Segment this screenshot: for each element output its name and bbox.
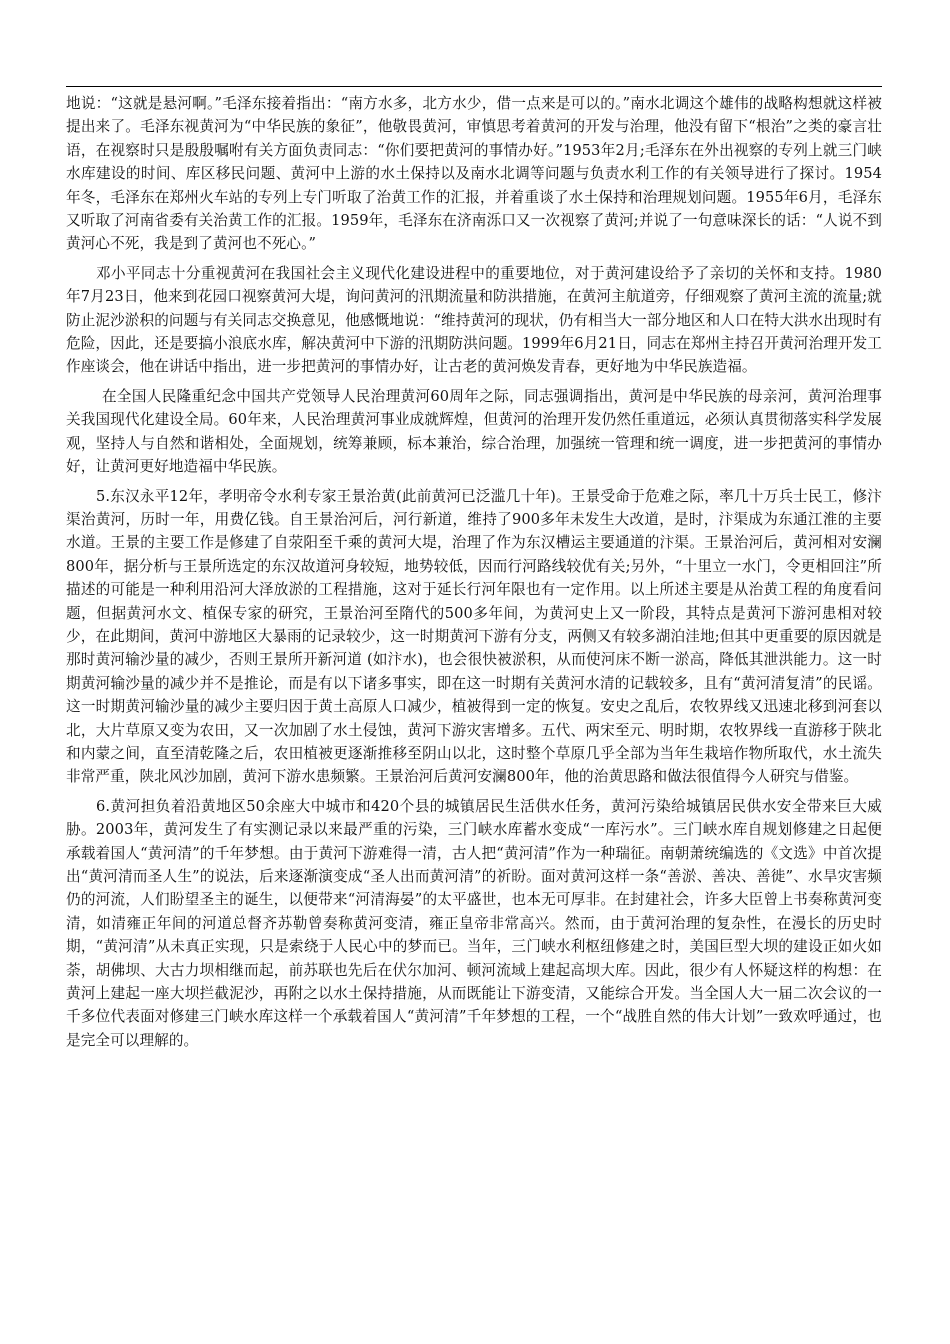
paragraph-mao-continued: 地说：“这就是悬河啊。”毛泽东接着指出：“南方水多，北方水少，借一点来是可以的。”南水北调这个雄伟的战略构想就这样被提出来了。毛泽东视黄河为“中华民族的象征”，他敬畏黄河，审慎思考着黄河的开发与治理，他没有留下“根治”之类的豪言壮语，在视察时只是殷殷嘱咐有关方面负责同志：“你们要把黄河的事情办好。”1953年2月;毛泽东在外出视察的专列上就三门峡水库建设的时间、库区移民问题、黄河中上游的水土保持以及南水北调等问题与负责水利工作的有关领导进行了探讨。1954年冬，毛泽东在郑州火车站的专列上专门听取了治黄工作的汇报，并着重谈了水土保持和治理规划问题。1955年6月，毛泽东又听取了河南省委有关治黄工作的汇报。1959年，毛泽东在济南泺口又一次视察了黄河;并说了一句意味深长的话：“人说不到黄河心不死，我是到了黄河也不死心。” — [66, 95, 882, 253]
header-rule — [66, 86, 882, 87]
document-body — [66, 92, 882, 1058]
paragraph-wang-jing: 5.东汉永平12年，孝明帝令水利专家王景治黄(此前黄河已泛滥几十年)。王景受命于危难之际，率几十万兵士民工，修汴渠治黄河，历时一年，用费亿钱。自王景治河后，河行新道，维持了900多年未发生大改道，是时，汴渠成为东通江淮的主要水道。王景的主要工作是修建了自荥阳至千乘的黄河大堤，治理了作为东汉槽运主要通道的汴渠。王景治河后，黄河相对安澜800年，据分析与王景所选定的东汉故道河身较短，地势较低，因而行河路线较优有关;另外，“十里立一水门，令更相回注”所描述的可能是一种利用沿河大泽放淤的工程措施，这对于延长行河年限也有一定作用。以上所述主要是从治黄工程的角度看问题，但据黄河水文、植保专家的研究，王景治河至隋代的500多年间，为黄河史上又一阶段，其特点是黄河下游河患相对较少，在此期间，黄河中游地区大暴雨的记录较少，这一时期黄河下游有分支，两侧又有较多湖泊洼地;但其中更重要的原因就是那时黄河输沙量的减少，否则王景所开新河道 (如汴水)，也会很快被淤积，从而使河床不断一淤高，降低其泄洪能力。这一时期黄河输沙量的减少并不是推论，而是有以下诸多事实，即在这一时期有关黄河水清的记载较多，且有“黄河清复清”的民谣。这一时期黄河输沙量的减少主要归因于黄土高原人口减少，植被得到一定的恢复。安史之乱后，农牧界线又迅速北移到河套以北，大片草原又变为农田，又一次加剧了水土侵蚀，黄河下游灾害增多。五代、两宋至元、明时期，农牧界线一直游移于陕北和内蒙之间，直至清乾隆之后，农田植被更逐渐推移至阴山以北，这时整个草原几乎全部为当年生栽培作物所取代，水土流失非常严重，陕北风沙加剧，黄河下游水患频繁。王景治河后黄河安澜800年，他的治黄思路和做法很值得今人研究与借鉴。 — [66, 487, 882, 786]
paragraph-deng-xiaoping: 邓小平同志十分重视黄河在我国社会主义现代化建设进程中的重要地位，对于黄河建设给予了亲切的关怀和支持。1980年7月23日，他来到花园口视察黄河大堤，询问黄河的汛期流量和防洪措施，在黄河主航道旁，仔细观察了黄河主流的流量;就防止泥沙淤积的问题与有关同志交换意见，他感慨地说：“维持黄河的现状，仍有相当大一部分地区和人口在特大洪水出现时有危险，因此，还是要搞小浪底水库，解决黄河中下游的汛期防洪问题。1999年6月21日，同志在郑州主持召开黄河治理开发工作座谈会，他在讲话中指出，进一步把黄河的事情办好，让古老的黄河焕发青春，更好地为中华民族造福。 — [66, 264, 882, 376]
paragraph-60th-anniversary: 在全国人民隆重纪念中国共产党领导人民治理黄河60周年之际，同志强调指出，黄河是中华民族的母亲河，黄河治理事关我国现代化建设全局。60年来，人民治理黄河事业成就辉煌，但黄河的治理开发仍然任重道远，必须认真贯彻落实科学发展观，坚持人与自然和谐相处，全面规划，统筹兼顾，标本兼治，综合治理，加强统一管理和统一调度，进一步把黄河的事情办好，让黄河更好地造福中华民族。 — [66, 387, 882, 476]
paragraph-sanmenxia: 6.黄河担负着沿黄地区50余座大中城市和420个县的城镇居民生活供水任务，黄河污染给城镇居民供水安全带来巨大威胁。2003年，黄河发生了有实测记录以来最严重的污染，三门峡水库蓄水变成“一库污水”。三门峡水库自规划修建之日起便承载着国人“黄河清”的千年梦想。由于黄河下游难得一清，古人把“黄河清”作为一种瑞征。南朝萧统编选的《文选》中首次提出“黄河清而圣人生”的说法，后来逐渐演变成“圣人出而黄河清”的祈盼。面对黄河这样一条“善淤、善决、善徙”、水旱灾害频仍的河流，人们盼望圣主的诞生，以便带来“河清海晏”的太平盛世，也本无可厚非。在封建社会，许多大臣曾上书奏称黄河变清，如清雍正年间的河道总督齐苏勒曾奏称黄河变清，雍正皇帝非常高兴。然而，由于黄河治理的复杂性，在漫长的历史时期，“黄河清”从未真正实现，只是索绕于人民心中的梦而已。当年，三门峡水利枢纽修建之时，美国巨型大坝的建设正如火如荼，胡佛坝、大古力坝相继而起，前苏联也先后在伏尔加河、顿河流域上建起高坝大库。因此，很少有人怀疑这样的构想：在黄河上建起一座大坝拦截泥沙，再附之以水土保持措施，从而既能让下游变清，又能综合开发。当全国人大一届二次会议的一千多位代表面对修建三门峡水库这样一个承载着国人“黄河清”千年梦想的工程，一个“战胜自然的伟大计划”一致欢呼通过，也是完全可以理解的。 — [66, 797, 882, 1049]
